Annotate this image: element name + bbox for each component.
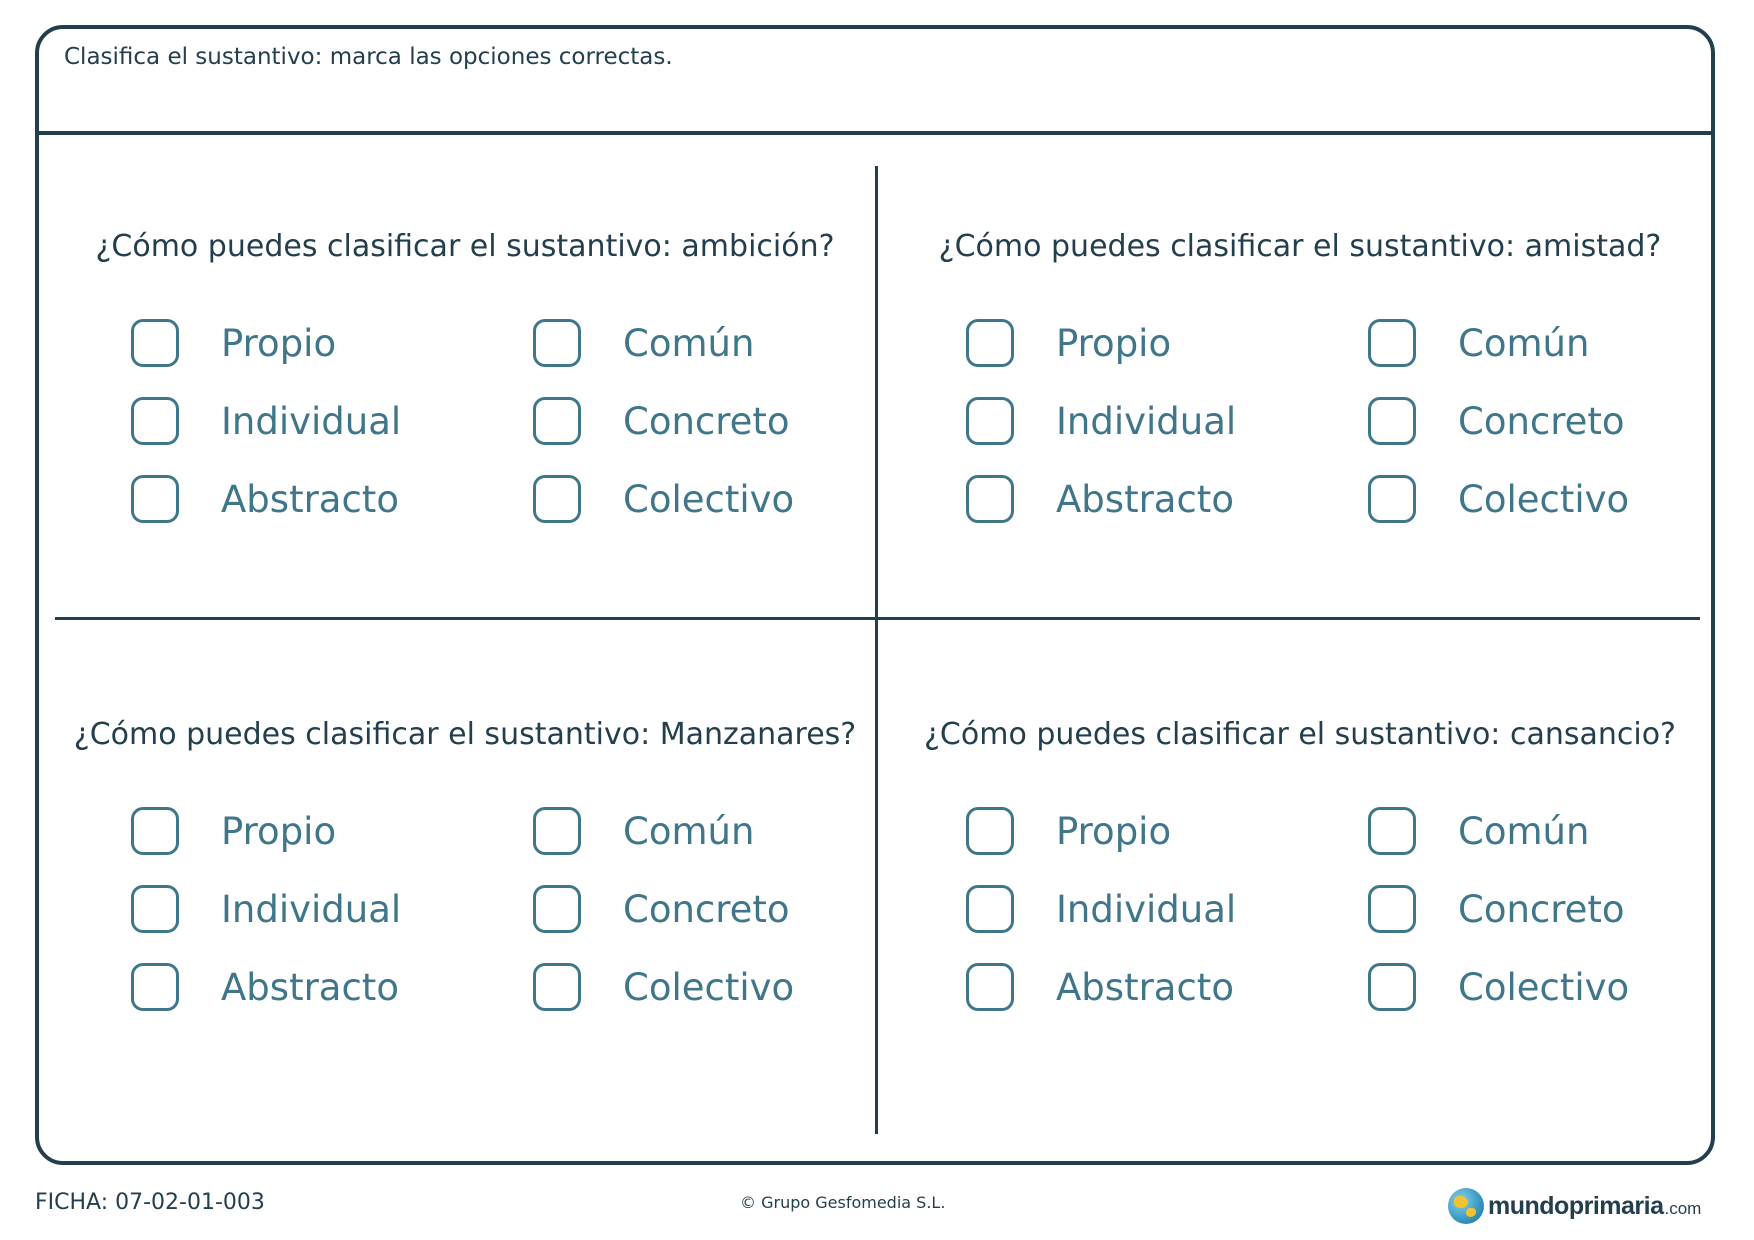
option-propio[interactable] — [131, 317, 336, 369]
option-colectivo[interactable] — [1368, 961, 1629, 1013]
quadrant-manzanares — [55, 715, 875, 1065]
option-label: Colectivo — [1458, 477, 1630, 521]
options-grid — [890, 317, 1710, 577]
option-colectivo[interactable] — [1368, 473, 1629, 525]
question-text: ¿Cómo puedes clasificar el sustantivo: amistad? — [938, 229, 1662, 264]
option-label: Común — [623, 321, 755, 365]
option-label: Propio — [221, 809, 337, 853]
option-label: Individual — [221, 887, 402, 931]
option-abstracto[interactable] — [966, 961, 1234, 1013]
option-concreto[interactable] — [1368, 395, 1625, 447]
checkbox-icon[interactable] — [966, 963, 1014, 1011]
checkbox-icon[interactable] — [1368, 963, 1416, 1011]
option-label: Colectivo — [623, 477, 795, 521]
option-label: Propio — [1056, 321, 1172, 365]
options-grid — [55, 317, 875, 577]
vertical-divider — [875, 166, 878, 1134]
option-individual[interactable] — [966, 395, 1236, 447]
copyright-notice: © Grupo Gesfomedia S.L. — [740, 1193, 946, 1212]
checkbox-icon[interactable] — [1368, 475, 1416, 523]
checkbox-icon[interactable] — [533, 475, 581, 523]
option-label: Propio — [221, 321, 337, 365]
quadrant-ambicion — [55, 227, 875, 577]
option-label: Abstracto — [221, 477, 399, 521]
checkbox-icon[interactable] — [131, 319, 179, 367]
checkbox-icon[interactable] — [533, 963, 581, 1011]
option-comun[interactable] — [533, 317, 754, 369]
option-label: Abstracto — [1056, 477, 1234, 521]
option-abstracto[interactable] — [966, 473, 1234, 525]
option-concreto[interactable] — [1368, 883, 1625, 935]
option-label: Concreto — [623, 887, 790, 931]
option-label: Concreto — [1458, 887, 1625, 931]
option-propio[interactable] — [966, 317, 1171, 369]
checkbox-icon[interactable] — [131, 807, 179, 855]
option-abstracto[interactable] — [131, 473, 399, 525]
checkbox-icon[interactable] — [131, 475, 179, 523]
options-grid — [890, 805, 1710, 1065]
option-concreto[interactable] — [533, 883, 790, 935]
option-colectivo[interactable] — [533, 961, 794, 1013]
option-concreto[interactable] — [533, 395, 790, 447]
checkbox-icon[interactable] — [1368, 807, 1416, 855]
option-label: Colectivo — [623, 965, 795, 1009]
checkbox-icon[interactable] — [966, 397, 1014, 445]
option-individual[interactable] — [966, 883, 1236, 935]
globe-icon — [1448, 1188, 1484, 1224]
worksheet-code: FICHA: 07-02-01-003 — [35, 1190, 265, 1215]
brand-tld: .com — [1664, 1199, 1702, 1218]
question-text: ¿Cómo puedes clasificar el sustantivo: cansancio? — [924, 717, 1676, 752]
header-divider — [37, 131, 1715, 135]
question-text: ¿Cómo puedes clasificar el sustantivo: Manzanares? — [73, 717, 857, 752]
option-label: Abstracto — [221, 965, 399, 1009]
checkbox-icon[interactable] — [1368, 885, 1416, 933]
option-label: Concreto — [1458, 399, 1625, 443]
checkbox-icon[interactable] — [131, 885, 179, 933]
brand-name: mundoprimaria — [1488, 1191, 1664, 1220]
checkbox-icon[interactable] — [966, 885, 1014, 933]
checkbox-icon[interactable] — [1368, 397, 1416, 445]
checkbox-icon[interactable] — [533, 885, 581, 933]
checkbox-icon[interactable] — [966, 475, 1014, 523]
checkbox-icon[interactable] — [1368, 319, 1416, 367]
option-propio[interactable] — [966, 805, 1171, 857]
checkbox-icon[interactable] — [966, 319, 1014, 367]
checkbox-icon[interactable] — [131, 963, 179, 1011]
option-propio[interactable] — [131, 805, 336, 857]
quadrant-amistad — [890, 227, 1710, 577]
option-label: Abstracto — [1056, 965, 1234, 1009]
option-individual[interactable] — [131, 395, 401, 447]
option-label: Colectivo — [1458, 965, 1630, 1009]
options-grid — [55, 805, 875, 1065]
option-label: Común — [1458, 809, 1590, 853]
option-label: Propio — [1056, 809, 1172, 853]
option-label: Individual — [1056, 399, 1237, 443]
horizontal-divider — [55, 617, 1700, 620]
instruction-text: Clasifica el sustantivo: marca las opciones correctas. — [64, 44, 673, 70]
checkbox-icon[interactable] — [533, 319, 581, 367]
checkbox-icon[interactable] — [966, 807, 1014, 855]
checkbox-icon[interactable] — [533, 807, 581, 855]
option-comun[interactable] — [1368, 317, 1589, 369]
option-label: Concreto — [623, 399, 790, 443]
quadrant-cansancio — [890, 715, 1710, 1065]
question-text: ¿Cómo puedes clasificar el sustantivo: ambición? — [95, 229, 835, 264]
option-label: Común — [1458, 321, 1590, 365]
option-individual[interactable] — [131, 883, 401, 935]
checkbox-icon[interactable] — [533, 397, 581, 445]
option-comun[interactable] — [1368, 805, 1589, 857]
option-label: Individual — [1056, 887, 1237, 931]
option-colectivo[interactable] — [533, 473, 794, 525]
option-comun[interactable] — [533, 805, 754, 857]
option-label: Individual — [221, 399, 402, 443]
checkbox-icon[interactable] — [131, 397, 179, 445]
brand-logo — [1448, 1184, 1701, 1228]
option-label: Común — [623, 809, 755, 853]
option-abstracto[interactable] — [131, 961, 399, 1013]
